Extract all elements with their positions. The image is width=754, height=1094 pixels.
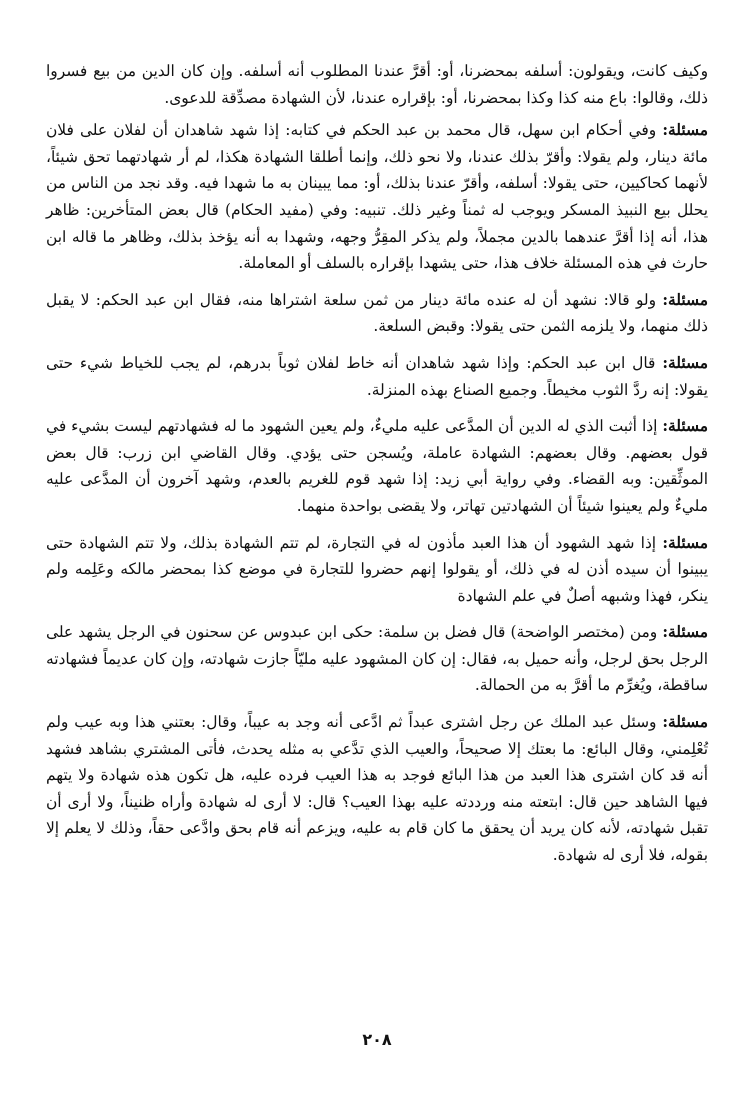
paragraph-label: مسئلة: xyxy=(662,417,708,436)
paragraph-guarantor xyxy=(46,619,708,699)
paragraph-text: وسئل عبد الملك عن رجل اشترى عبداً ثم ادَّعى أنه وجد به عيباً، وقال: بعتني هذا وبه عيب ولم تُعْلِمني، وقال البائع: ما بعتك إلا صحيحاً، والعيب الذي تدَّعي به مثله يحدث، فأتى المشتري بشاهد فشهد أنه قد كان اشترى هذا العبد من هذا البائع فوجد به هذا العيب فرده عليه، هل تكون هذه شهادة ولا يتهم فيها الشاهد حين قال: ابتعته منه ورددته عليه بهذا العيب؟ قال: لا أرى له شهادة وأراه ظنيناً، ولا أرى أن تقبل شهادته، لأنه كان يريد أن يحقق ما كان قام به عليه، ويزعم أنه قام بحق وادَّعى حقاً، وذلك لا يعلم إلا بقوله، فلا أرى له شهادة. xyxy=(46,713,708,865)
paragraph-label: مسئلة: xyxy=(662,533,708,552)
paragraph-label: مسئلة: xyxy=(662,290,708,309)
paragraph-slave-trade-permission xyxy=(46,530,708,610)
paragraph-ibn-sahl-ruling xyxy=(46,117,708,277)
paragraph-label: مسئلة: xyxy=(662,353,708,372)
paragraph-solvency xyxy=(46,413,708,519)
page-body xyxy=(46,58,708,879)
paragraph-text: وكيف كانت، ويقولون: أسلفه بمحضرنا، أو: أقرَّ عندنا المطلوب أنه أسلفه. وإن كان الدين من بيع فسروا ذلك، وقالوا: باع منه كذا وكذا بمحضرنا، أو: بإقراره عندنا، لأن الشهادة مصدِّقة للدعوى. xyxy=(46,62,708,107)
paragraph-label: مسئلة: xyxy=(662,623,708,642)
paragraph-text: إذا أثبت الذي له الدين أن المدَّعى عليه مليءٌ، ولم يعين الشهود ما له فشهادتهم ليست بشيء في قول بعضهم. وقال بعضهم: الشهادة عاملة، ويُسجن حتى يؤدي. وقال القاضي ابن زرب: قال بعض الموثِّقين: وبه القضاء. وفي رواية أبي زيد: إذا شهد قوم للغريم بالعدم، وشهد آخرون أن المدَّعى عليه مليءٌ ولم يعينوا شيئاً أن الشهادتين تهاتر، ولا يقضى بواحدة منهما. xyxy=(46,417,708,515)
paragraph-text: قال ابن عبد الحكم: وإذا شهد شاهدان أنه خاط لفلان ثوباً بدرهم، لم يجب للخياط شيء حتى يقولا: إنه ردَّ الثوب مخيطاً. وجميع الصناع بهذه المنزلة. xyxy=(46,353,708,399)
paragraph-text: ومن (مختصر الواضحة) قال فضل بن سلمة: حكى ابن عبدوس عن سحنون في الرجل يشهد على الرجل بحق لرجل، وأنه حميل به، فقال: إن كان المشهود عليه مليّاً جازت شهادته، وإن كان عديماً فشهادته ساقطة، ويُغرِّم ما أقرَّ به من الحمالة. xyxy=(46,623,708,695)
paragraph-text: إذا شهد الشهود أن هذا العبد مأذون له في التجارة، لم تتم الشهادة بذلك، ولا تتم الشهادة حتى يبينوا أن سيده أذن له في ذلك، أو يقولوا إنهم حضروا للتجارة في موضع كذا بمحضر مالكه وعَلِمه ولم ينكر، فهذا وشبهه أصلٌ في علم الشهادة xyxy=(46,533,708,605)
paragraph-label: مسئلة: xyxy=(662,713,708,732)
paragraph-label: مسئلة: xyxy=(662,121,708,140)
paragraph-defect-claim xyxy=(46,709,708,869)
paragraph-tailor xyxy=(46,350,708,403)
paragraph-text: وفي أحكام ابن سهل، قال محمد بن عبد الحكم في كتابه: إذا شهد شاهدان أن لفلان على فلان مائة دينار، ولم يقولا: وأقرّ بذلك عندنا، ولا نحو ذلك، وإنما أطلقا الشهادة هكذا، لم أر شهادتهما تحق شيئاً، لأنهما كحاكيين، حتى يقولا: أسلفه، وأقرّ عندنا بذلك، أو: مما يبينان به ما شهدا فيه. وقد نجد من الناس من يحلل بيع النبيذ المسكر ويوجب له ثمناً وغير ذلك. تنبيه: وفي (مفيد الحكام) قال بعض المتأخرين: ظاهر هذا، أنه إذا أقرَّ عندهما بالدين مجملاً، ولم يذكر المقِرُّ وجهه، وشهدا به أنه يؤخذ بذلك، وظاهر ما قاله ابن حارث في هذه المسئلة خلاف هذا، حتى يشهدا بإقراره بالسلف أو المعاملة. xyxy=(46,121,708,273)
paragraph-intro xyxy=(46,58,708,111)
paragraph-text: ولو قالا: نشهد أن له عنده مائة دينار من ثمن سلعة اشتراها منه، فقال ابن عبد الحكم: لا يقبل ذلك منهما، ولا يلزمه الثمن حتى يقولا: وقبض السلعة. xyxy=(46,290,708,336)
paragraph-price-of-goods xyxy=(46,287,708,340)
page-number: ٢٠٨ xyxy=(362,1030,392,1049)
